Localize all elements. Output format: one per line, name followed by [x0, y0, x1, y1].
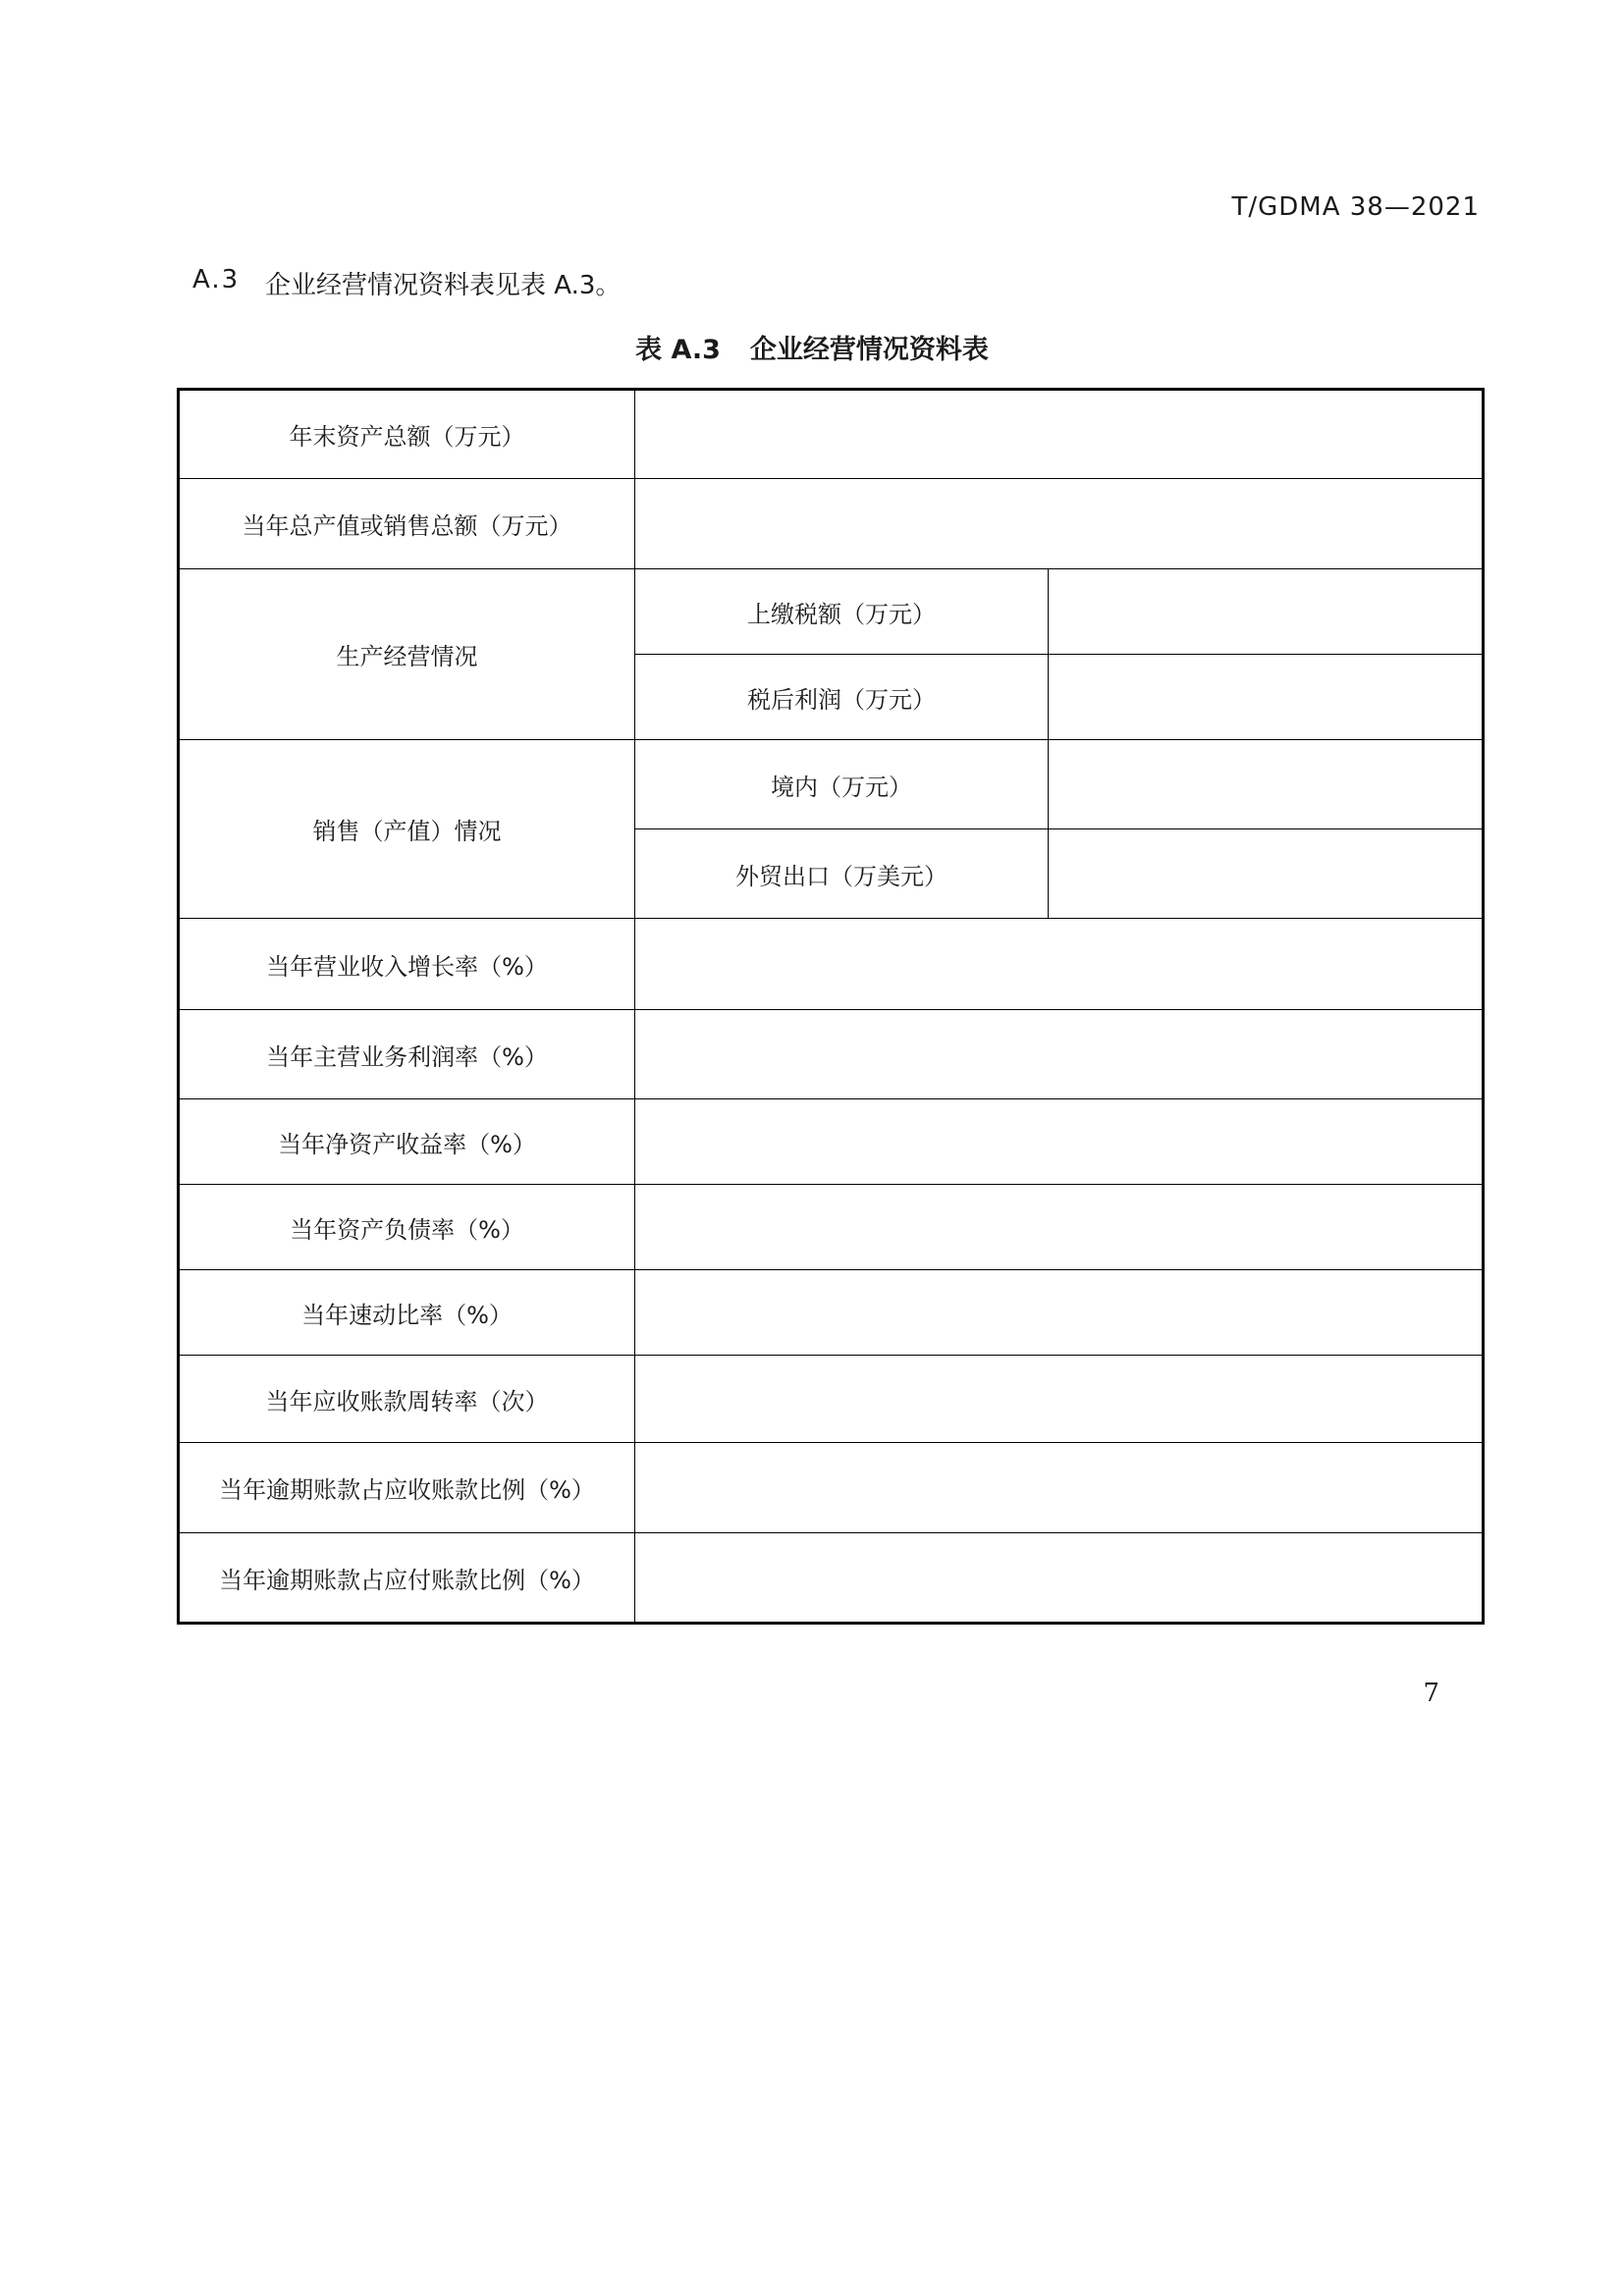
- label-production-group: 生产经营情况: [179, 569, 635, 740]
- table-row: [179, 1443, 1484, 1533]
- table-row: [179, 919, 1484, 1010]
- table-row: [179, 1185, 1484, 1270]
- input-debt-ratio[interactable]: [635, 1185, 1484, 1270]
- table-caption: [0, 328, 1624, 366]
- input-after-tax-profit[interactable]: [1049, 655, 1484, 740]
- input-export[interactable]: [1049, 829, 1484, 919]
- clause-a3: [192, 265, 621, 301]
- clause-text: 企业经营情况资料表见表 A.3。: [265, 271, 622, 300]
- label-main-profit-rate: 当年主营业务利润率（%）: [179, 1010, 635, 1099]
- label-quick-ratio: 当年速动比率（%）: [179, 1270, 635, 1356]
- input-main-profit-rate[interactable]: [635, 1010, 1484, 1099]
- input-domestic[interactable]: [1049, 740, 1484, 829]
- input-roe[interactable]: [635, 1099, 1484, 1185]
- label-domestic: 境内（万元）: [635, 740, 1049, 829]
- label-export: 外贸出口（万美元）: [635, 829, 1049, 919]
- table-row: [179, 1270, 1484, 1356]
- label-debt-ratio: 当年资产负债率（%）: [179, 1185, 635, 1270]
- business-info-table: [177, 388, 1485, 1625]
- input-overdue-receivable[interactable]: [635, 1443, 1484, 1533]
- label-revenue-growth: 当年营业收入增长率（%）: [179, 919, 635, 1010]
- table-caption-number: 表 A.3: [635, 335, 721, 365]
- input-receivable-turnover[interactable]: [635, 1356, 1484, 1443]
- table-row: [179, 479, 1484, 569]
- label-output-or-sales: 当年总产值或销售总额（万元）: [179, 479, 635, 569]
- table-row: [179, 1099, 1484, 1185]
- input-tax-paid[interactable]: [1049, 569, 1484, 655]
- label-roe: 当年净资产收益率（%）: [179, 1099, 635, 1185]
- label-total-assets: 年末资产总额（万元）: [179, 390, 635, 479]
- label-overdue-payable: 当年逾期账款占应付账款比例（%）: [179, 1533, 635, 1624]
- label-after-tax-profit: 税后利润（万元）: [635, 655, 1049, 740]
- label-overdue-receivable: 当年逾期账款占应收账款比例（%）: [179, 1443, 635, 1533]
- table-row: [179, 1533, 1484, 1624]
- table-row: [179, 1356, 1484, 1443]
- table-row: [179, 1010, 1484, 1099]
- document-code: T/GDMA 38—2021: [1231, 192, 1480, 222]
- page-number: 7: [1423, 1679, 1439, 1708]
- table-caption-title: 企业经营情况资料表: [749, 335, 989, 365]
- label-receivable-turnover: 当年应收账款周转率（次）: [179, 1356, 635, 1443]
- label-tax-paid: 上缴税额（万元）: [635, 569, 1049, 655]
- table-row: [179, 569, 1484, 655]
- input-revenue-growth[interactable]: [635, 919, 1484, 1010]
- table-row: [179, 740, 1484, 829]
- clause-number: A.3: [192, 265, 241, 294]
- input-overdue-payable[interactable]: [635, 1533, 1484, 1624]
- input-total-assets[interactable]: [635, 390, 1484, 479]
- input-output-or-sales[interactable]: [635, 479, 1484, 569]
- label-sales-group: 销售（产值）情况: [179, 740, 635, 919]
- input-quick-ratio[interactable]: [635, 1270, 1484, 1356]
- table-row: [179, 390, 1484, 479]
